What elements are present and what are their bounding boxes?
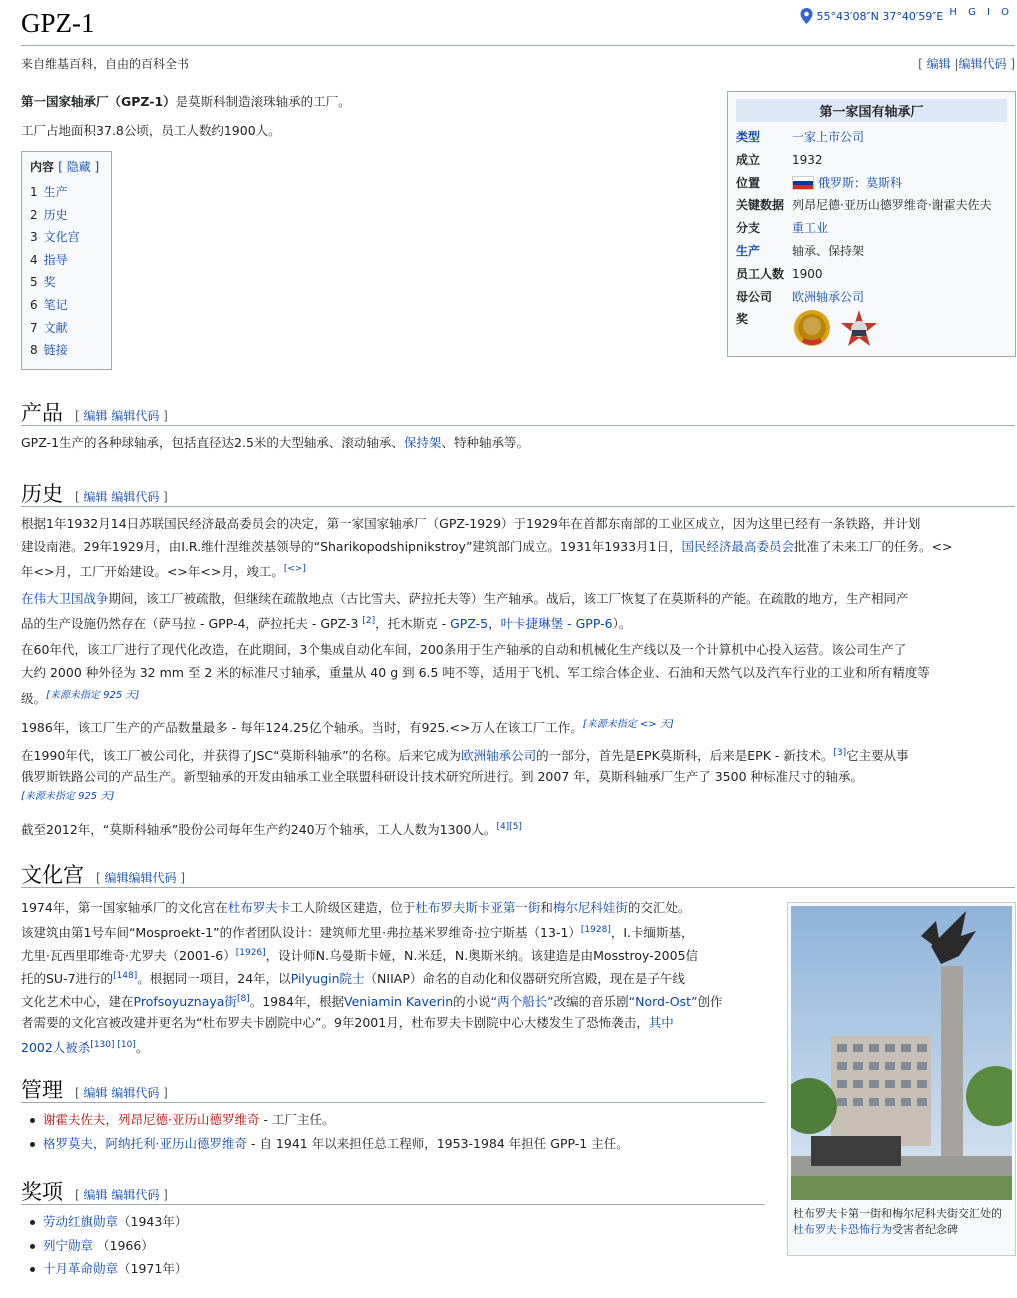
infobox-row-founded: 成立 1932	[736, 152, 823, 167]
history-paragraph-4: 1986年，该工厂生产的产品数量最多 - 每年124.25亿个轴承。当时，有925.<>万人在该工厂工作。[来源未指定 <> 天]	[21, 719, 674, 736]
infobox	[727, 91, 1016, 357]
map-pin-icon	[800, 8, 813, 24]
russia-flag-icon	[792, 176, 814, 190]
management-list	[21, 1108, 629, 1155]
coordinates-text[interactable]: 55°43′08″N 37°40′59″E	[816, 9, 944, 23]
article	[21, 0, 1015, 1298]
toc-item-label[interactable]: 指导	[43, 252, 68, 267]
order-of-lenin-icon[interactable]	[792, 308, 832, 350]
edit-code-link[interactable]: 编辑代码	[958, 57, 1007, 71]
site-subtitle: 来自维基百科，自由的百科全书	[21, 57, 190, 71]
history-paragraph-1-line-2: 建设南港。29年1929月，由I.R.维什涅维茨基领导的“Sharikopodshipnikstroy”建筑部门成立。1931年1933月1日，国民经济最高委员会批准了未来工厂的任务。<>	[21, 539, 953, 554]
intro-paragraph-2: 工厂占地面积37.8公顷，员工人数约1900人。	[21, 123, 281, 138]
history-paragraph-3-line-3: 级。[来源未指定 925 天]	[21, 690, 140, 707]
page-title: GPZ-1	[21, 8, 95, 38]
section-title-history: 历史 [ 编辑 编辑代码 ]	[21, 482, 168, 506]
list-item: 列宁勋章 （1966）	[43, 1234, 187, 1258]
culture-line-7: 2002人被杀[130] [10]。	[21, 1040, 149, 1056]
culture-line-4: 托的SU-7进行的[148]。根据同一项目，24年，以Pilyugin院士（NIIAP）命名的自动化和仪器研究所宫殿，现在是子午线	[21, 971, 685, 987]
infobox-title: 第一家国有轴承厂	[736, 99, 1007, 122]
toc-item[interactable]	[30, 249, 103, 272]
toc-item[interactable]	[30, 271, 103, 294]
infobox-row-awards: 奖	[736, 308, 1007, 350]
section-divider	[21, 1102, 765, 1103]
toc-item-number: 3	[30, 230, 38, 245]
toc-item-label[interactable]: 生产	[43, 185, 68, 199]
toc-item-number: 2	[30, 207, 38, 222]
culture-line-1: 1974年，第一国家轴承厂的文化宫在杜布罗夫卡工人阶级区建造，位于杜布罗夫斯卡亚第一街和梅尔尼科娃街的交汇处。	[21, 900, 691, 915]
toc-title: 内容 [ 隐藏 ]	[30, 160, 100, 174]
section-title-management: 管理 [ 编辑 编辑代码 ]	[21, 1078, 168, 1102]
toc-item-label[interactable]: 笔记	[43, 297, 68, 312]
table-of-contents	[21, 151, 112, 370]
title-divider	[21, 45, 1015, 46]
coordinates-letters[interactable]: H G I O	[949, 6, 1013, 18]
infobox-row-location: 位置 俄罗斯：莫斯科	[736, 175, 903, 190]
infobox-row-products: 生产 轴承、保持架	[736, 243, 865, 258]
section-divider	[21, 887, 1015, 888]
toc-item-number: 5	[30, 275, 38, 290]
culture-line-2: 该建筑由第1号车间“Mosproekt-1”的作者团队设计：建筑师尤里·弗拉基米罗维奇·拉宁斯基（13-1）[1928]，I.卡缅斯基，	[21, 925, 694, 941]
history-paragraph-1-line-3: 年<>月，工厂开始建设。<>年<>月，竣工。[<>]	[21, 564, 306, 580]
toc-item-label[interactable]: 文献	[43, 320, 68, 335]
toc-item-number: 8	[30, 343, 38, 358]
section-divider	[21, 1204, 765, 1205]
section-edit-links: [ 编辑 编辑代码 ]	[75, 408, 168, 423]
toc-item[interactable]	[30, 226, 103, 249]
top-edit-links: [ 编辑 |编辑代码 ]	[918, 57, 1015, 71]
coordinates[interactable]	[800, 8, 1014, 24]
infobox-row-employees: 员工人数 1900	[736, 266, 823, 281]
section-edit-links: [ 编辑 编辑代码 ]	[75, 489, 168, 504]
toc-item[interactable]	[30, 339, 103, 362]
toc-item-number: 4	[30, 252, 38, 267]
history-paragraph-1-line-1: 根据1年1932月14日苏联国民经济最高委员会的决定，第一家国家轴承厂（GPZ-1929）于1929年在首都东南部的工业区成立，因为这里已经有一条铁路，并计划	[21, 516, 921, 531]
section-divider	[21, 506, 1015, 507]
culture-line-6: 者需要的文化宫被改建并更名为“杜布罗夫卡剧院中心”。9年2001月，杜布罗夫卡剧院中心大楼发生了恐怖袭击，其中	[21, 1015, 674, 1030]
edit-link[interactable]: 编辑	[926, 57, 951, 71]
awards-list	[21, 1210, 187, 1281]
section-title-culture: 文化宫 [ 编辑编辑代码 ]	[21, 863, 186, 887]
section-edit-links: [ 编辑 编辑代码 ]	[75, 1085, 168, 1100]
toc-item-label[interactable]: 文化宫	[43, 230, 80, 245]
list-item: 谢霍夫佐夫，列昂尼德·亚历山德罗维奇 - 工厂主任。	[43, 1108, 629, 1132]
culture-line-3: 尤里·瓦西里耶维奇·尤罗夫（2001-6）[1926]，设计师N.乌曼斯卡娅，N.米廷，N.奥斯米纳。该建造是由Mosstroy-2005信	[21, 948, 699, 964]
toc-item-number: 1	[30, 185, 38, 199]
toc-hide-link[interactable]: [ 隐藏 ]	[58, 160, 100, 174]
history-paragraph-6: 截至2012年，“莫斯科轴承”股份公司每年生产约240万个轴承，工人人数为1300人。[4][5]	[21, 822, 522, 838]
order-of-october-revolution-icon[interactable]	[838, 308, 880, 350]
list-item: 格罗莫夫，阿纳托利·亚历山德罗维奇 - 自 1941 年以来担任总工程师，1953-1984 年担任 GPP-1 主任。	[43, 1132, 629, 1156]
culture-line-5: 文化艺术中心，建在Profsoyuznaya街[8]。1984年，根据Veniamin Kaverin的小说“两个船长”改编的音乐剧“Nord-Ost”创作	[21, 994, 723, 1010]
history-paragraph-5-line-3: [来源未指定 925 天]	[21, 791, 115, 802]
section-edit-links: [ 编辑 编辑代码 ]	[75, 1187, 168, 1202]
toc-item[interactable]	[30, 294, 103, 317]
toc-item-label[interactable]: 历史	[43, 207, 68, 222]
infobox-row-industry: 分支 重工业	[736, 221, 829, 236]
history-paragraph-2-line-1: 在伟大卫国战争期间，该工厂被疏散，但继续在疏散地点（古比雪夫、萨拉托夫等）生产轴承。战后，该工厂恢复了在莫斯科的产能。在疏散的地方，生产相同产	[21, 591, 909, 606]
infobox-row-type: 类型 一家上市公司	[736, 130, 865, 144]
memorial-thumbnail	[787, 902, 1016, 1256]
memorial-photo[interactable]	[791, 906, 1012, 1200]
list-item: 十月革命勋章（1971年）	[43, 1257, 187, 1281]
toc-item[interactable]	[30, 204, 103, 227]
toc-item[interactable]	[30, 181, 103, 204]
infobox-row-key-people: 关键数据 列昂尼德·亚历山德罗维奇·谢霍夫佐夫	[736, 198, 992, 213]
section-divider	[21, 425, 1015, 426]
products-paragraph: GPZ-1生产的各种球轴承，包括直径达2.5米的大型轴承、滚动轴承、保持架、特种轴承等。	[21, 435, 529, 450]
intro-paragraph-1: 第一国家轴承厂（GPZ-1）是莫斯科制造滚珠轴承的工厂。	[21, 94, 351, 109]
history-paragraph-2-line-2: 品的生产设施仍然存在（萨马拉 - GPP-4，萨拉托夫 - GPZ-3 [2]，托木斯克 - GPZ-5，叶卡捷琳堡 - GPP-6）。	[21, 616, 632, 632]
history-paragraph-3-line-1: 在60年代，该工厂进行了现代化改造，在此期间，3个集成自动化车间，200条用于生产轴承的自动和机械化生产线以及一个计算机中心投入运营。该公司生产了	[21, 642, 907, 657]
infobox-row-parent: 母公司 欧洲轴承公司	[736, 289, 865, 304]
toc-item-label[interactable]: 奖	[43, 275, 56, 290]
history-paragraph-5-line-2: 俄罗斯铁路公司的产品生产。新型轴承的开发由轴承工业全联盟科研设计技术研究所进行。到 2007 年，莫斯科轴承厂生产了 3500 种标准尺寸的轴承。	[21, 769, 864, 784]
toc-item-label[interactable]: 链接	[43, 343, 68, 358]
toc-item-number: 7	[30, 320, 38, 335]
toc-item-number: 6	[30, 297, 38, 312]
thumbnail-caption: 杜布罗夫卡第一街和梅尔尼科夫街交汇处的杜布罗夫卡恐怖行为受害者纪念碑	[793, 1207, 1002, 1236]
toc-item[interactable]	[30, 317, 103, 340]
section-title-awards: 奖项 [ 编辑 编辑代码 ]	[21, 1180, 168, 1204]
section-title-products: 产品 [ 编辑 编辑代码 ]	[21, 401, 168, 425]
list-item: 劳动红旗勋章（1943年）	[43, 1210, 187, 1234]
history-paragraph-3-line-2: 大约 2000 种外径为 32 mm 至 2 米的标准尺寸轴承，重量从 40 g 到 6.5 吨不等，适用于飞机、军工综合体企业、石油和天然气以及汽车行业的工业和所有精度等	[21, 665, 930, 680]
section-edit-links: [ 编辑编辑代码 ]	[96, 870, 186, 885]
history-paragraph-5-line-1: 在1990年代，该工厂被公司化，并获得了JSC“莫斯科轴承”的名称。后来它成为欧洲轴承公司的一部分，首先是EPK莫斯科，后来是EPK - 新技术。[3]它主要从事	[21, 748, 909, 764]
